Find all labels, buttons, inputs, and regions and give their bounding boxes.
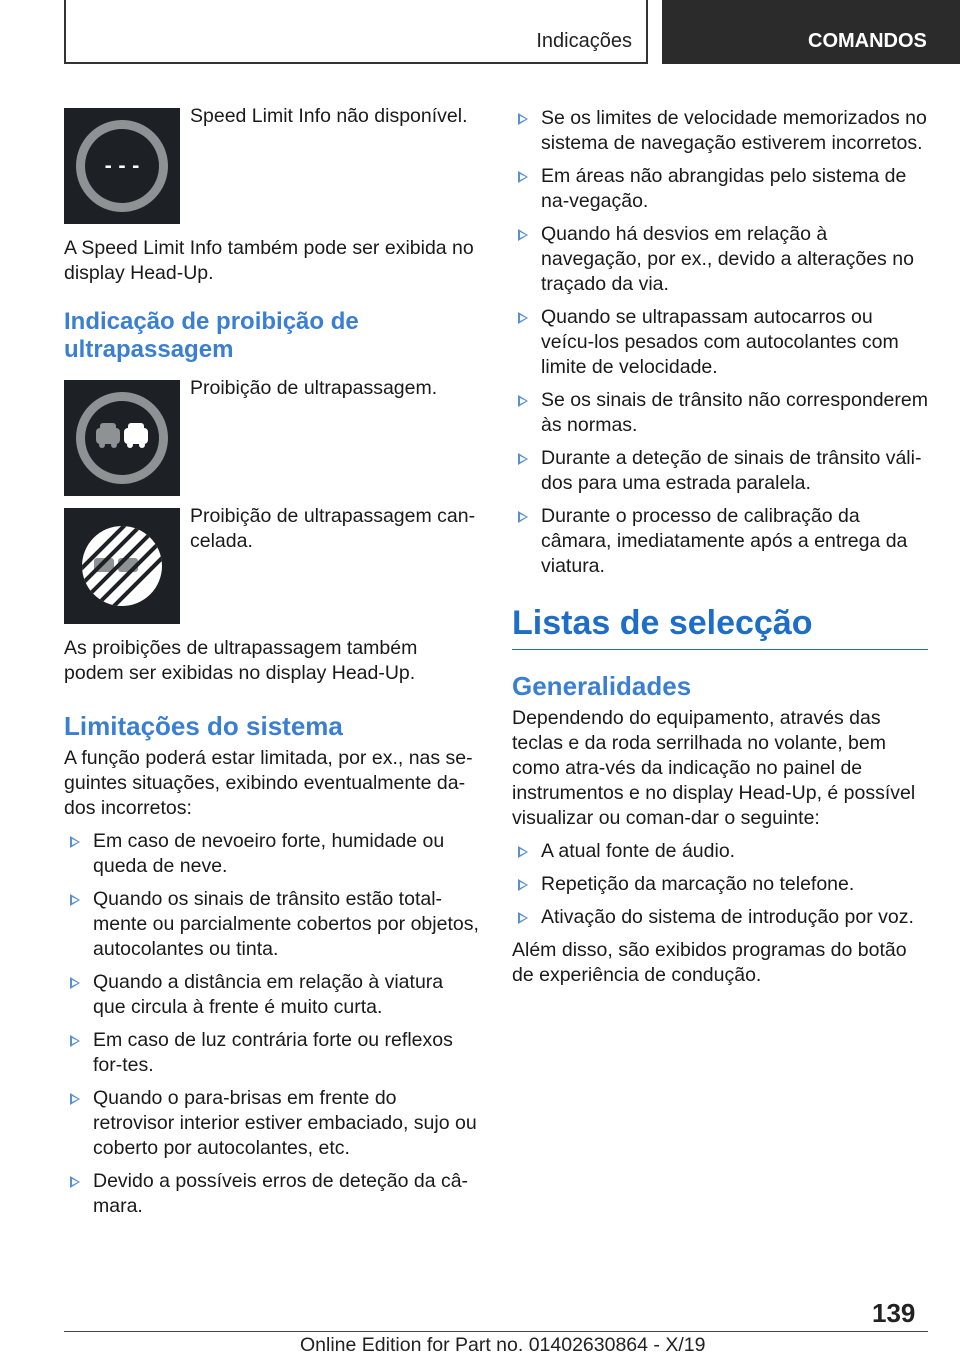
left-column bbox=[64, 100, 480, 1227]
triangle-bullet-icon bbox=[518, 846, 528, 858]
header-section-title: Indicações bbox=[536, 30, 632, 52]
list-item: Em caso de nevoeiro forte, humidade ou queda de neve. bbox=[64, 829, 480, 879]
triangle-bullet-icon bbox=[518, 113, 528, 125]
limits-heading: Limitações do sistema bbox=[64, 711, 343, 741]
sign-row-no-info bbox=[64, 100, 480, 216]
list-item: Se os sinais de trânsito não corresponderem às normas. bbox=[512, 388, 928, 438]
list-item: Ativação do sistema de introdução por voz. bbox=[512, 905, 928, 930]
list-item: Quando há desvios em relação à navegação, por ex., devido a alterações no traçado da via. bbox=[512, 222, 928, 297]
list-item: Se os limites de velocidade memorizados no sistema de navegação estiverem incorretos. bbox=[512, 106, 928, 156]
footer-divider bbox=[64, 1331, 928, 1332]
general-list bbox=[512, 839, 928, 930]
sign-row-no-overtaking bbox=[64, 372, 480, 488]
triangle-bullet-icon bbox=[518, 395, 528, 407]
triangle-bullet-icon bbox=[518, 912, 528, 924]
triangle-bullet-icon bbox=[518, 879, 528, 891]
list-item: Devido a possíveis erros de deteção da câ-mara. bbox=[64, 1169, 480, 1219]
general-heading: Generalidades bbox=[512, 671, 692, 701]
header-section-box bbox=[64, 0, 648, 64]
header-chapter-tab bbox=[662, 0, 960, 64]
lists-heading: Listas de selecção bbox=[512, 603, 928, 650]
overtaking-heading: Indicação de proibição de ultrapassagem bbox=[64, 308, 359, 363]
triangle-bullet-icon bbox=[70, 1035, 80, 1047]
triangle-bullet-icon bbox=[518, 312, 528, 324]
limits-list bbox=[64, 829, 480, 1219]
triangle-bullet-icon bbox=[518, 511, 528, 523]
triangle-bullet-icon bbox=[70, 894, 80, 906]
list-item: Quando se ultrapassam autocarros ou veícu-los pesados com autocolantes com limite de velocidade. bbox=[512, 305, 928, 380]
sign-no-info-caption: Speed Limit Info não disponível. bbox=[190, 105, 468, 127]
triangle-bullet-icon bbox=[70, 1093, 80, 1105]
triangle-bullet-icon bbox=[518, 229, 528, 241]
triangle-bullet-icon bbox=[518, 453, 528, 465]
sign-row-no-overtaking-cancelled bbox=[64, 500, 480, 616]
speed-limit-unavailable-sign-icon bbox=[64, 108, 180, 224]
sign-no-overtaking-cancelled-caption: Proibição de ultrapassagem can-celada. bbox=[190, 505, 476, 552]
page-number: 139 bbox=[872, 1298, 916, 1328]
overtaking-note: As proibições de ultrapassagem também podem ser exibidas no display Head-Up. bbox=[64, 637, 418, 684]
header-chapter-title: COMANDOS bbox=[808, 30, 927, 52]
right-column bbox=[512, 100, 928, 988]
list-item: Repetição da marcação no telefone. bbox=[512, 872, 928, 897]
no-overtaking-end-sign-icon bbox=[64, 508, 180, 624]
general-intro: Dependendo do equipamento, através das teclas e da roda serrilhada no volante, bem como atra-vés da indicação no painel de instrumentos e no display Head-Up, é possível visualizar ou coman-dar o seguinte: bbox=[512, 707, 916, 829]
triangle-bullet-icon bbox=[70, 1176, 80, 1188]
list-item: A atual fonte de áudio. bbox=[512, 839, 928, 864]
list-item: Durante o processo de calibração da câmara, imediatamente após a entrega da viatura. bbox=[512, 504, 928, 579]
limits-intro: A função poderá estar limitada, por ex., nas se-guintes situações, exibindo eventualmente da-dos incorretos: bbox=[64, 747, 473, 819]
list-item: Em áreas não abrangidas pelo sistema de na-vegação. bbox=[512, 164, 928, 214]
list-item: Quando os sinais de trânsito estão total-mente ou parcialmente cobertos por objetos, autocolantes ou tinta. bbox=[64, 887, 480, 962]
triangle-bullet-icon bbox=[70, 836, 80, 848]
head-up-note: A Speed Limit Info também pode ser exibida no display Head-Up. bbox=[64, 237, 474, 284]
list-item: Quando a distância em relação à viatura que circula à frente é muito curta. bbox=[64, 970, 480, 1020]
no-overtaking-sign-icon bbox=[64, 380, 180, 496]
sign-no-overtaking-caption: Proibição de ultrapassagem. bbox=[190, 377, 438, 399]
list-item: Quando o para-brisas em frente do retrovisor interior estiver embaciado, sujo ou coberto por autocolantes, etc. bbox=[64, 1086, 480, 1161]
footer-edition: Online Edition for Part no. 01402630864 - X/19 bbox=[300, 1334, 706, 1356]
triangle-bullet-icon bbox=[70, 977, 80, 989]
list-item: Durante a deteção de sinais de trânsito váli-dos para uma estrada paralela. bbox=[512, 446, 928, 496]
list-item: Em caso de luz contrária forte ou reflexos for-tes. bbox=[64, 1028, 480, 1078]
sign-dashes: - - - bbox=[104, 156, 140, 177]
limits-list-continued bbox=[512, 106, 928, 579]
triangle-bullet-icon bbox=[518, 171, 528, 183]
general-note: Além disso, são exibidos programas do botão de experiência de condução. bbox=[512, 939, 907, 986]
